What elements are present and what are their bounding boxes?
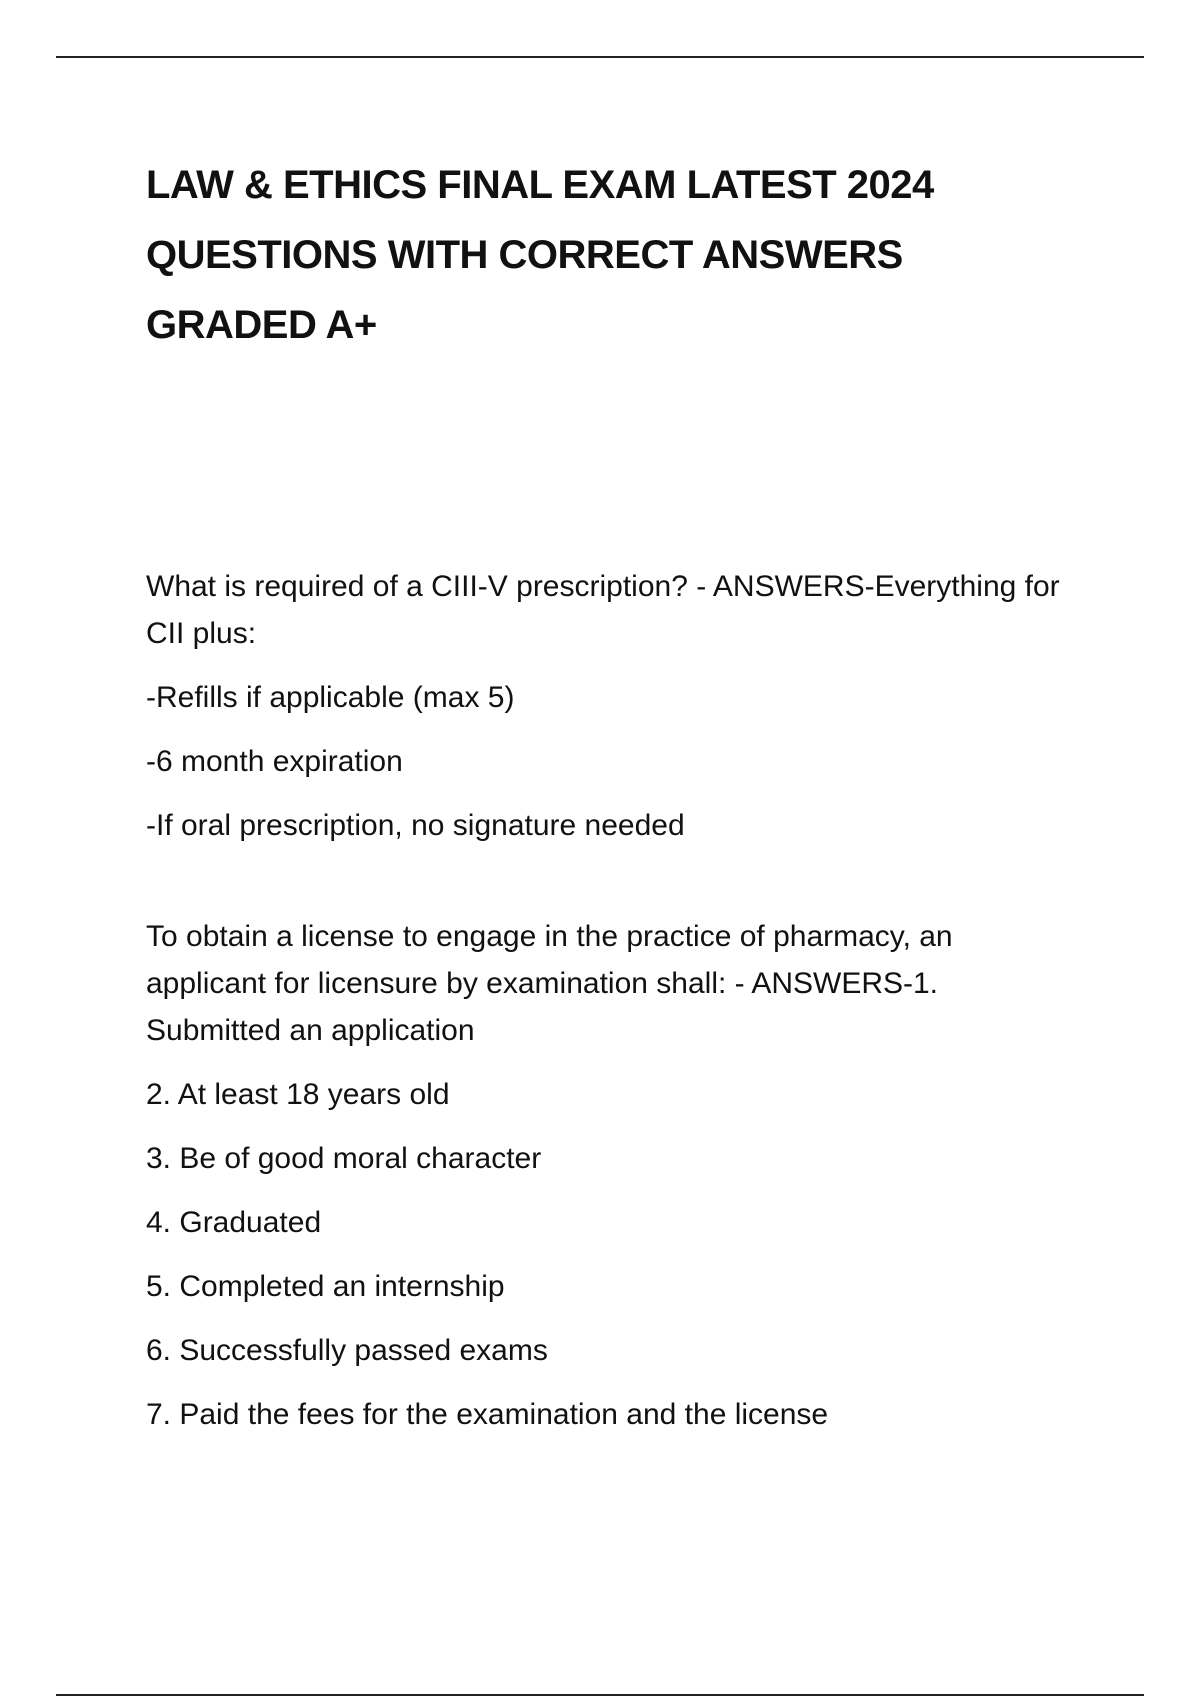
document-body [146, 150, 1066, 1438]
bottom-divider [56, 1694, 1144, 1696]
title-line: LAW & ETHICS FINAL EXAM LATEST 2024 [146, 163, 934, 207]
answer-line: -6 month expiration [146, 745, 403, 778]
answer-line: 4. Graduated [146, 1206, 322, 1239]
answer-line: -If oral prescription, no signature needed [146, 809, 685, 842]
answer-line: 3. Be of good moral character [146, 1142, 542, 1175]
answer-line: 7. Paid the fees for the examination and the license [146, 1398, 829, 1431]
answer-line: 2. At least 18 years old [146, 1078, 450, 1111]
title-line: QUESTIONS WITH CORRECT ANSWERS [146, 233, 903, 277]
title-line: GRADED A+ [146, 303, 377, 347]
document-title [146, 150, 1066, 360]
top-divider [56, 56, 1144, 58]
qa-item-licensure-requirements [146, 913, 1066, 1438]
qa-item-ciii-v-prescription [146, 563, 1066, 849]
question-text: To obtain a license to engage in the practice of pharmacy, an applicant for licensure by examination shall: - ANSWERS-1. Submitted an application [146, 920, 953, 1047]
question-text: What is required of a CIII-V prescription? - ANSWERS-Everything for CII plus: [146, 570, 1060, 650]
answer-line: -Refills if applicable (max 5) [146, 681, 515, 714]
answer-line: 5. Completed an internship [146, 1270, 505, 1303]
answer-line: 6. Successfully passed exams [146, 1334, 548, 1367]
